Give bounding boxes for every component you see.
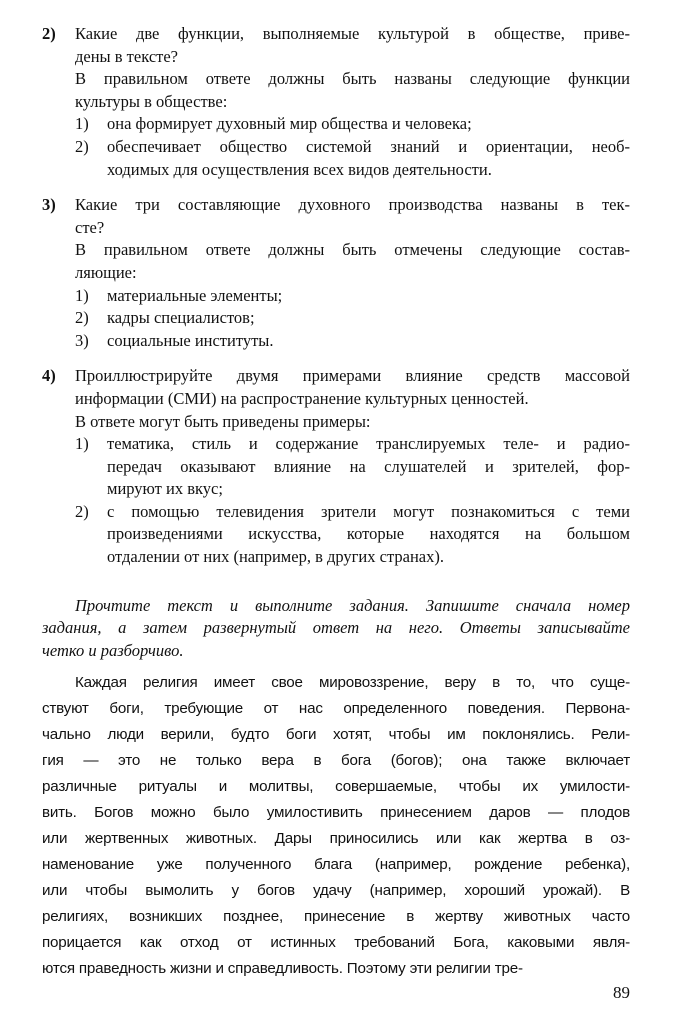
text-line: порицается как отход от истинных требований Бога, каковыми явля- xyxy=(42,934,630,952)
text-line: ются праведность жизни и справедливость. Поэтому эти религии тре- xyxy=(42,960,523,978)
answer-item xyxy=(75,330,630,353)
text-line: задания, а затем развернутый ответ на него. Ответы записывайте xyxy=(42,618,630,638)
question-text xyxy=(75,23,630,68)
text-line: дены в тексте? xyxy=(75,46,178,66)
text-line: Какие три составляющие духовного производства названы в тек- xyxy=(75,195,630,215)
answer-item-number: 1) xyxy=(75,434,89,454)
answer-item xyxy=(75,136,630,181)
question-text xyxy=(75,365,630,410)
text-line: гия — это не только вера в бога (богов); она также включает xyxy=(42,752,630,770)
text-line: Какие две функции, выполняемые культурой в обществе, приве- xyxy=(75,24,630,43)
text-line: культуры в обществе: xyxy=(75,91,228,111)
answer-item-number: 1) xyxy=(75,285,89,305)
text-line: она формирует духовный мир общества и человека; xyxy=(107,114,472,134)
question-body xyxy=(75,23,630,181)
text-line: чально люди верили, будто боги хотят, чтобы им поклонялись. Рели- xyxy=(42,726,630,744)
answer-item-text xyxy=(107,330,630,353)
question-block xyxy=(42,365,630,568)
answer-item-text xyxy=(107,285,630,308)
question-block xyxy=(42,194,630,352)
reading-passage xyxy=(42,670,630,982)
text-line: кадры специалистов; xyxy=(107,308,255,328)
text-line: обеспечивает общество системой знаний и ориентации, необ- xyxy=(107,136,630,156)
text-line: информации (СМИ) на распространение культурных ценностей. xyxy=(75,388,529,408)
page-number: 89 xyxy=(613,983,630,1002)
text-line: наменование уже полученного блага (например, рождение ребенка), xyxy=(42,856,630,874)
text-line: или чтобы вымолить у богов удачу (например, хороший урожай). В xyxy=(42,882,630,900)
task-instruction xyxy=(42,595,630,663)
text-line: ствуют боги, требующие от нас определенного поведения. Первона- xyxy=(42,700,630,718)
question-body xyxy=(75,194,630,352)
answer-item-number: 2) xyxy=(75,501,89,521)
text-line: сте? xyxy=(75,217,105,237)
answer-key-questions xyxy=(42,23,630,569)
answer-item xyxy=(75,307,630,330)
answer-item xyxy=(75,113,630,136)
answer-item-text xyxy=(107,307,630,330)
text-line: мируют их вкус; xyxy=(107,479,223,499)
question-number: 4) xyxy=(42,366,56,386)
question-body xyxy=(75,365,630,568)
answer-item xyxy=(75,433,630,501)
text-line: Каждая религия имеет свое мировоззрение, веру в то, что суще- xyxy=(75,674,630,692)
text-line: тематика, стиль и содержание транслируемых теле- и радио- xyxy=(107,434,630,454)
text-line: четко и разборчиво. xyxy=(42,640,184,660)
text-line: Проиллюстрируйте двумя примерами влияние средств массовой xyxy=(75,366,630,386)
text-line: отдалении от них (например, в других странах). xyxy=(107,547,444,567)
answer-item-text xyxy=(107,433,630,501)
text-line: В ответе могут быть приведены примеры: xyxy=(75,411,371,431)
text-line: В правильном ответе должны быть названы следующие функции xyxy=(75,69,630,89)
text-line: ляющие: xyxy=(75,262,137,282)
text-line: с помощью телевидения зрители могут познакомиться с теми xyxy=(107,501,630,521)
answer-item xyxy=(75,501,630,569)
answer-item-number: 2) xyxy=(75,136,89,156)
answer-item-text xyxy=(107,113,630,136)
question-block xyxy=(42,23,630,181)
text-line: передач оказывают влияние на слушателей и зрителей, фор- xyxy=(107,456,630,476)
answer-item-text xyxy=(107,501,630,569)
answer-intro xyxy=(75,239,630,284)
text-line: Прочтите текст и выполните задания. Запишите сначала номер xyxy=(75,595,630,615)
text-line: произведениями искусства, которые находятся на большом xyxy=(107,524,630,544)
text-line: религиях, возникших позднее, принесение в жертву животных часто xyxy=(42,908,630,926)
text-line: материальные элементы; xyxy=(107,285,283,305)
question-number: 3) xyxy=(42,195,56,215)
answer-intro xyxy=(75,411,630,434)
answer-item-number: 3) xyxy=(75,330,89,350)
text-line: ходимых для осуществления всех видов деятельности. xyxy=(107,159,492,179)
question-text xyxy=(75,194,630,239)
answer-item-number: 2) xyxy=(75,308,89,328)
answer-item xyxy=(75,285,630,308)
answer-item-number: 1) xyxy=(75,114,89,134)
text-line: социальные институты. xyxy=(107,330,274,350)
text-line: или жертвенных животных. Дары приносились или как жертва в оз- xyxy=(42,830,630,848)
answer-item-text xyxy=(107,136,630,181)
document-page xyxy=(42,23,630,982)
text-line: различные ритуалы и молитвы, совершаемые, чтобы их умилости- xyxy=(42,778,630,796)
text-line: вить. Богов можно было умилостивить принесением даров — плодов xyxy=(42,804,630,822)
text-line: В правильном ответе должны быть отмечены следующие состав- xyxy=(75,240,630,260)
answer-intro xyxy=(75,68,630,113)
question-number: 2) xyxy=(42,24,56,43)
